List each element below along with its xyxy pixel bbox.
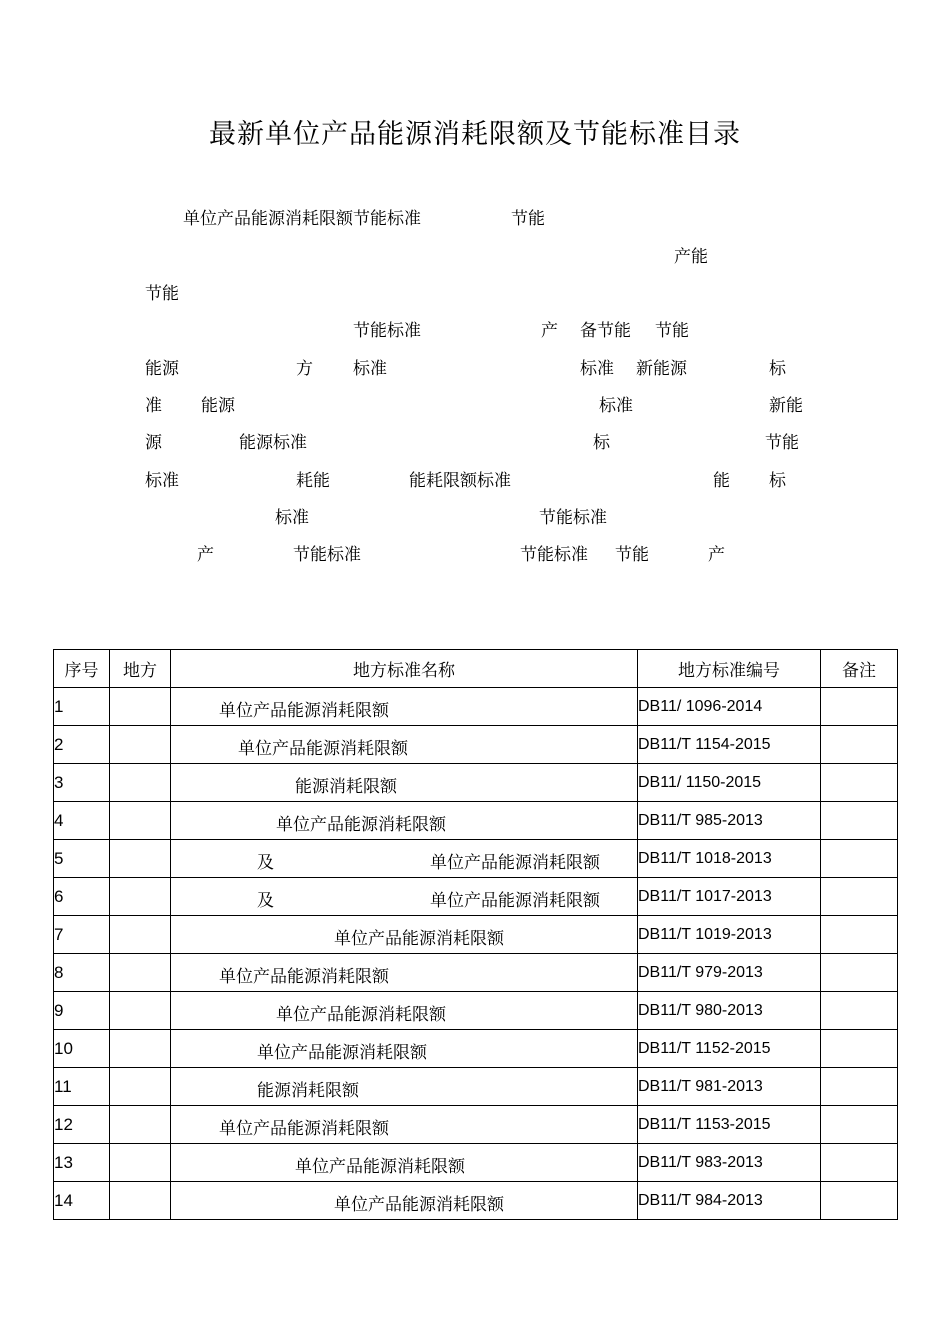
table-row [54,1182,898,1220]
row-remarks [821,802,898,840]
row-region [110,764,171,802]
intro-fragment: 标准 [580,359,614,379]
header-remarks: 备注 [821,650,898,688]
intro-fragment: 产 [197,545,214,565]
table-row [54,1106,898,1144]
row-standard-name [171,1182,638,1220]
row-standard-code: DB11/T 1154-2015 [638,726,821,764]
name-text: 单位产品能源消耗限额 [276,1005,446,1025]
name-text: 及 [257,891,274,911]
row-standard-name [171,764,638,802]
table-row [54,954,898,992]
header-index: 序号 [54,650,110,688]
intro-fragment: 能耗限额标准 [409,471,511,491]
row-index: 1 [54,688,110,726]
table-header-row [54,650,898,688]
row-region [110,878,171,916]
document-title: 最新单位产品能源消耗限额及节能标准目录 [209,119,741,150]
intro-fragment: 耗能 [296,471,330,491]
intro-fragment: 节能标准 [520,545,588,565]
row-region [110,840,171,878]
row-region [110,992,171,1030]
table-row [54,726,898,764]
row-region [110,1068,171,1106]
row-standard-code: DB11/ 1096-2014 [638,688,821,726]
row-index: 14 [54,1182,110,1220]
row-index: 4 [54,802,110,840]
row-standard-code: DB11/T 1018-2013 [638,840,821,878]
name-text: 单位产品能源消耗限额 [334,1195,504,1215]
row-standard-code: DB11/T 983-2013 [638,1144,821,1182]
intro-fragment: 节能 [615,545,649,565]
row-remarks [821,954,898,992]
intro-fragment: 能源 [145,359,179,379]
header-region: 地方 [110,650,171,688]
name-text: 单位产品能源消耗限额 [219,1119,389,1139]
row-remarks [821,1068,898,1106]
intro-fragment: 备节能 [580,321,631,341]
table-row [54,1030,898,1068]
row-standard-name [171,1030,638,1068]
intro-fragment: 节能标准 [293,545,361,565]
row-region [110,916,171,954]
intro-fragment: 标准 [599,396,633,416]
row-index: 5 [54,840,110,878]
row-standard-name [171,840,638,878]
row-standard-code: DB11/ 1150-2015 [638,764,821,802]
header-standard-code: 地方标准编号 [638,650,821,688]
table-row [54,916,898,954]
row-index: 2 [54,726,110,764]
table-row [54,802,898,840]
intro-fragment: 单位产品能源消耗限额节能标准 [183,209,421,229]
intro-fragment: 产 [541,321,558,341]
intro-fragment: 新能源 [636,359,687,379]
row-standard-name [171,954,638,992]
row-standard-name [171,992,638,1030]
intro-fragment: 方 [296,359,313,379]
row-standard-code: DB11/T 984-2013 [638,1182,821,1220]
row-remarks [821,840,898,878]
intro-fragment: 标准 [145,471,179,491]
intro-fragment: 节能标准 [539,508,607,528]
name-text: 单位产品能源消耗限额 [430,853,600,873]
row-standard-code: DB11/T 1153-2015 [638,1106,821,1144]
row-index: 10 [54,1030,110,1068]
row-standard-name [171,878,638,916]
row-region [110,1106,171,1144]
intro-fragment: 能 [713,471,730,491]
row-index: 8 [54,954,110,992]
name-text: 能源消耗限额 [257,1081,359,1101]
row-standard-name [171,1144,638,1182]
row-standard-name [171,802,638,840]
row-standard-code: DB11/T 979-2013 [638,954,821,992]
row-region [110,726,171,764]
row-remarks [821,916,898,954]
row-remarks [821,726,898,764]
intro-fragment: 节能 [765,433,799,453]
row-standard-code: DB11/T 1019-2013 [638,916,821,954]
row-region [110,954,171,992]
row-standard-code: DB11/T 980-2013 [638,992,821,1030]
intro-fragment: 节能标准 [353,321,421,341]
standards-table [53,649,898,1220]
table-row [54,688,898,726]
row-index: 9 [54,992,110,1030]
row-standard-code: DB11/T 985-2013 [638,802,821,840]
intro-fragment: 新能 [769,396,803,416]
row-index: 7 [54,916,110,954]
row-standard-code: DB11/T 1017-2013 [638,878,821,916]
intro-fragment: 标 [593,433,610,453]
name-text: 单位产品能源消耗限额 [257,1043,427,1063]
intro-fragment: 标准 [353,359,387,379]
intro-fragment: 准 [145,396,162,416]
intro-fragment: 产能 [674,247,708,267]
row-index: 6 [54,878,110,916]
name-text: 单位产品能源消耗限额 [334,929,504,949]
row-remarks [821,1144,898,1182]
intro-fragment: 能源 [201,396,235,416]
table-row [54,764,898,802]
row-region [110,688,171,726]
row-index: 13 [54,1144,110,1182]
row-standard-name [171,916,638,954]
name-text: 单位产品能源消耗限额 [238,739,408,759]
row-remarks [821,1182,898,1220]
row-standard-name [171,726,638,764]
intro-fragment: 标 [769,471,786,491]
row-standard-code: DB11/T 1152-2015 [638,1030,821,1068]
row-remarks [821,764,898,802]
intro-fragment: 节能 [655,321,689,341]
header-standard-name: 地方标准名称 [171,650,638,688]
row-remarks [821,1030,898,1068]
row-remarks [821,688,898,726]
table-row [54,878,898,916]
row-region [110,1144,171,1182]
row-region [110,802,171,840]
row-standard-name [171,1106,638,1144]
row-index: 3 [54,764,110,802]
name-text: 单位产品能源消耗限额 [430,891,600,911]
table-row [54,840,898,878]
row-standard-name [171,688,638,726]
intro-fragment: 产 [708,545,725,565]
intro-fragment: 标准 [275,508,309,528]
table-row [54,992,898,1030]
name-text: 能源消耗限额 [295,777,397,797]
intro-fragment: 节能 [145,284,179,304]
row-standard-code: DB11/T 981-2013 [638,1068,821,1106]
row-index: 11 [54,1068,110,1106]
intro-fragment: 标 [769,359,786,379]
row-region [110,1030,171,1068]
row-index: 12 [54,1106,110,1144]
intro-fragment: 源 [145,433,162,453]
name-text: 单位产品能源消耗限额 [219,701,389,721]
name-text: 单位产品能源消耗限额 [276,815,446,835]
intro-fragment: 能源标准 [239,433,307,453]
row-remarks [821,992,898,1030]
row-region [110,1182,171,1220]
row-standard-name [171,1068,638,1106]
intro-fragment: 节能 [511,209,545,229]
name-text: 及 [257,853,274,873]
table-row [54,1068,898,1106]
name-text: 单位产品能源消耗限额 [295,1157,465,1177]
row-remarks [821,878,898,916]
table-row [54,1144,898,1182]
row-remarks [821,1106,898,1144]
name-text: 单位产品能源消耗限额 [219,967,389,987]
